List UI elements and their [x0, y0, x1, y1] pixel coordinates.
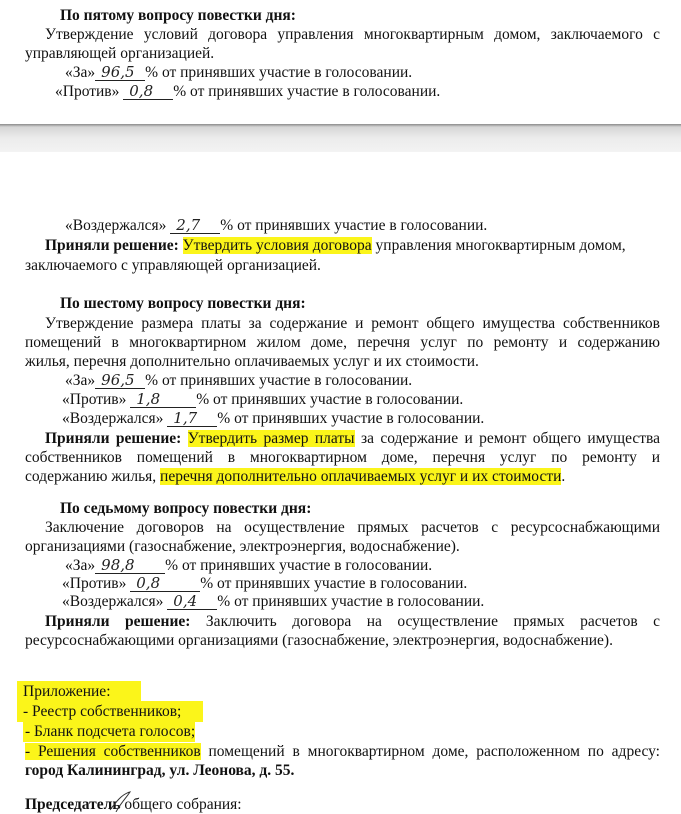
q5-vote-for — [65, 63, 412, 82]
appendix-title — [25, 682, 141, 701]
handwritten-value: 0,4 — [167, 594, 217, 610]
q6-heading: По шестому вопросу повестки дня: — [60, 295, 306, 312]
page-break — [0, 124, 681, 152]
q7-decision-cont: ресурсоснабжающими организациями (газоснабжение, электроэнергия, водоснабжение). — [25, 632, 613, 649]
decision-text: управления многоквартирным домом, — [371, 237, 626, 254]
highlighted-text: - Реестр собственников; — [17, 701, 203, 722]
vote-suffix: % от принявших участие в голосовании. — [217, 593, 485, 610]
decision-text: за содержание и ремонт общего имущества — [354, 430, 661, 447]
q5-decision — [45, 236, 626, 255]
vote-label: «Воздержался» — [62, 593, 164, 610]
chair-text: общего собрания: — [120, 796, 242, 813]
highlighted-text: - Решения собственников — [25, 743, 201, 760]
appendix-item-decisions — [25, 742, 660, 761]
handwritten-value: 1,7 — [167, 411, 217, 427]
vote-label: «Воздержался» — [62, 410, 164, 427]
q6-text: Утверждение размера платы за содержание и ремонт общего имущества собственников — [45, 315, 660, 332]
vote-suffix: % от принявших участие в голосовании. — [200, 575, 468, 592]
vote-label: «За» — [65, 557, 96, 574]
address: город Калининград, ул. Леонова, д. 55. — [25, 762, 295, 779]
vote-label: «За» — [65, 64, 96, 81]
handwritten-value: 1,8 — [130, 392, 196, 408]
q6-text-cont2: жилья, перечня дополнительно оплачиваемых услуг и их стоимости. — [25, 353, 479, 370]
vote-suffix: % от принявших участие в голосовании. — [145, 64, 413, 81]
handwritten-value: 96,5 — [95, 373, 145, 389]
vote-suffix: % от принявших участие в голосовании. — [217, 410, 485, 427]
decision-text: содержанию жилья, — [25, 468, 161, 485]
appendix-text: помещений в многоквартирном доме, расположенном по адресу: — [200, 743, 660, 760]
q5-text-cont: управляющей организацией. — [25, 45, 215, 62]
vote-suffix: % от принявших участие в голосовании. — [220, 217, 488, 234]
highlighted-text: Приложение: — [17, 681, 141, 702]
handwritten-value: 2,7 — [170, 218, 220, 234]
decision-label: Приняли решение: — [45, 237, 179, 254]
vote-label: «Против» — [62, 575, 127, 592]
q7-heading: По седьмому вопросу повестки дня: — [60, 500, 312, 517]
signature-icon — [108, 790, 134, 812]
decision-label: Приняли решение: — [45, 430, 182, 447]
handwritten-value: 0,8 — [123, 84, 173, 100]
highlighted-text: - Бланк подсчета голосов; — [25, 723, 196, 740]
q6-text-cont: помещений в многоквартирном жилом доме, перечня услуг по ремонту и содержанию — [25, 334, 660, 351]
handwritten-value: 0,8 — [130, 576, 200, 592]
highlighted-text: перечня дополнительно оплачиваемых услуг и их стоимости — [160, 468, 562, 485]
vote-label: «Против» — [62, 391, 127, 408]
q6-decision — [45, 429, 660, 448]
q6-decision-cont: собственников помещений в многоквартирном доме, перечня услуг по ремонту и — [25, 449, 660, 466]
q5-heading: По пятому вопросу повестки дня: — [60, 7, 296, 24]
handwritten-value: 98,8 — [95, 558, 165, 574]
vote-suffix: % от принявших участие в голосовании. — [165, 557, 433, 574]
vote-label: «За» — [65, 372, 96, 389]
highlighted-text: Утвердить условия договора — [182, 237, 372, 254]
q5-vote-against — [55, 82, 440, 101]
q5-vote-abstain — [65, 216, 487, 235]
q5-decision-cont: заключаемого с управляющей организацией. — [25, 257, 321, 274]
appendix-item-ballot — [25, 722, 195, 741]
q6-decision-cont2 — [25, 467, 565, 486]
chair-title: Председатель — [25, 796, 121, 813]
q7-vote-abstain — [62, 592, 484, 611]
handwritten-value: 96,5 — [95, 65, 145, 81]
q6-vote-for — [65, 371, 412, 390]
vote-suffix: % от принявших участие в голосовании. — [173, 83, 441, 100]
appendix-item-registry — [25, 702, 203, 721]
q7-vote-against — [62, 574, 467, 593]
q5-text: Утверждение условий договора управления многоквартирным домом, заключаемого с — [45, 26, 660, 43]
q7-decision — [45, 612, 660, 631]
vote-suffix: % от принявших участие в голосовании. — [196, 391, 464, 408]
vote-label: «Против» — [55, 83, 120, 100]
q6-vote-against — [62, 390, 463, 409]
q7-text-cont: организациями (газоснабжение, электроэнергия, водоснабжение). — [25, 538, 460, 555]
decision-text: Заключить договора на осуществление прямых расчетов с — [205, 613, 661, 630]
vote-label: «Воздержался» — [65, 217, 167, 234]
q7-vote-for — [65, 556, 432, 575]
highlighted-text: Утвердить размер платы — [187, 430, 355, 447]
q7-text: Заключение договоров на осуществление прямых расчетов с ресурсоснабжающими — [45, 519, 660, 536]
vote-suffix: % от принявших участие в голосовании. — [145, 372, 413, 389]
decision-label: Приняли решение: — [45, 613, 191, 630]
q6-vote-abstain — [62, 409, 484, 428]
decision-text: . — [561, 468, 566, 485]
